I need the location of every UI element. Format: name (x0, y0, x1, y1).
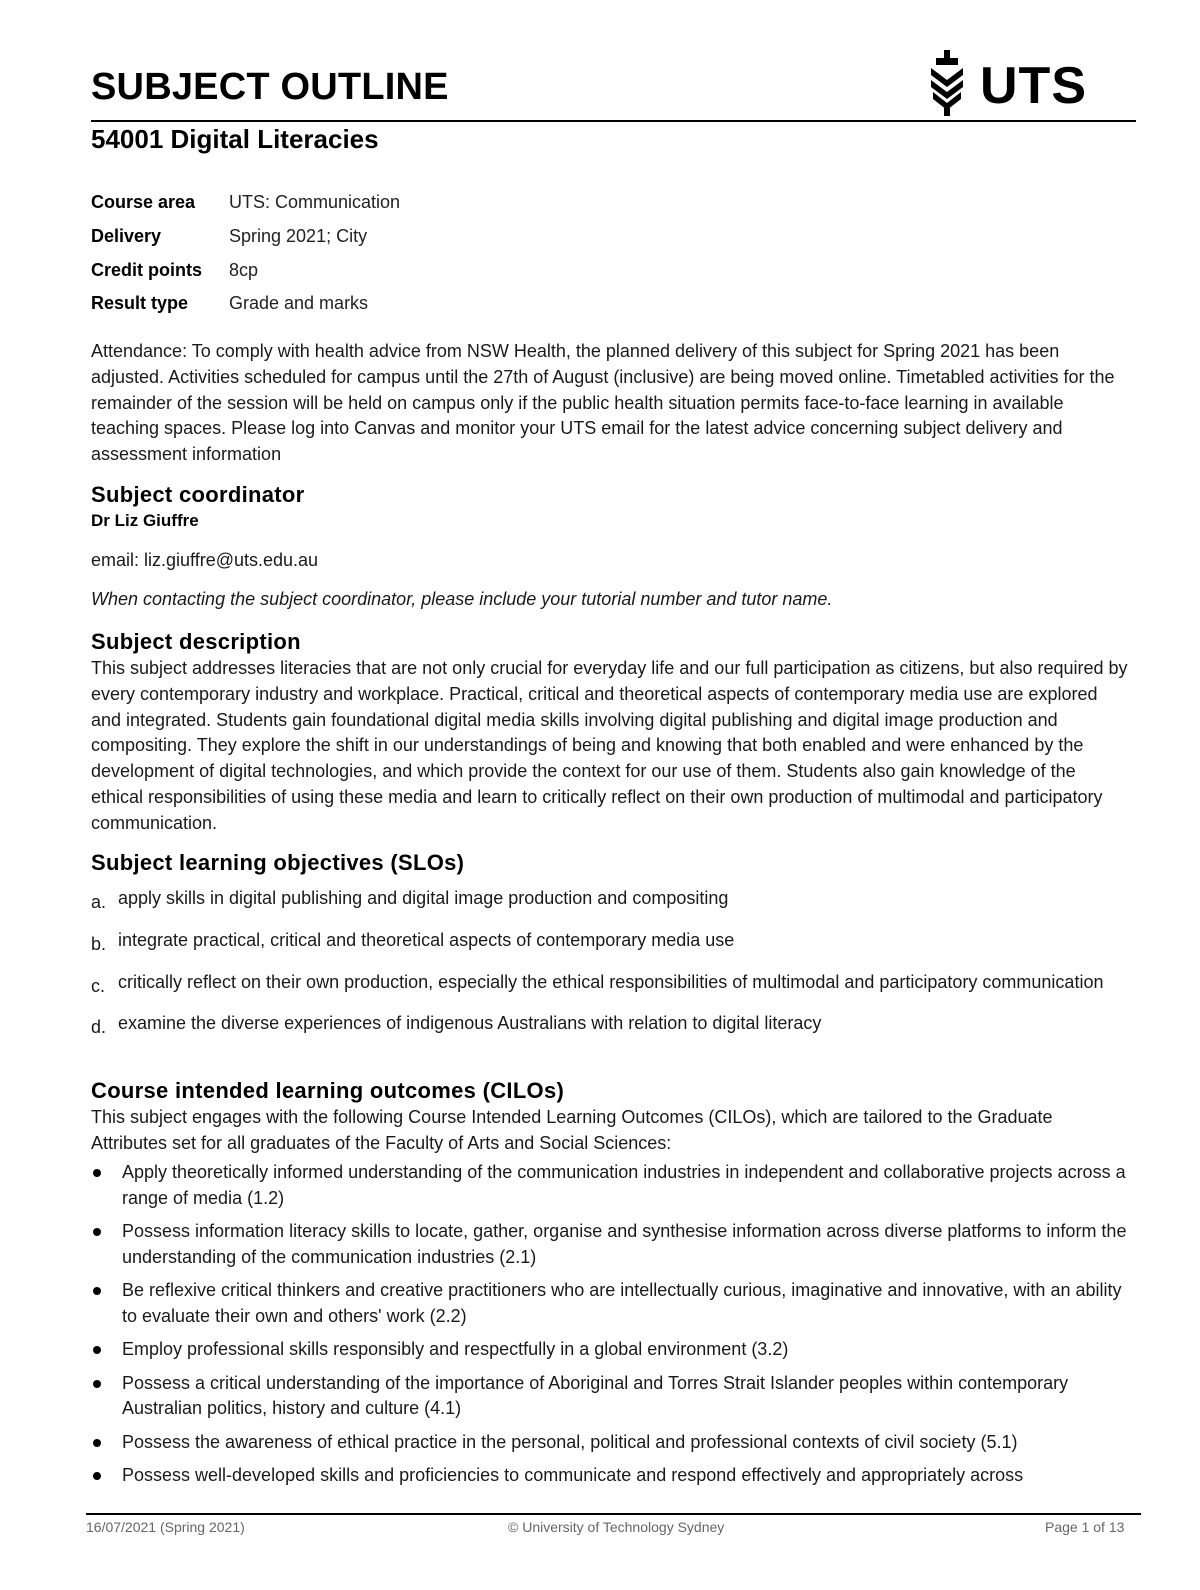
document-title: SUBJECT OUTLINE (91, 66, 449, 108)
cilo-text: Possess well-developed skills and proficiencies to communicate and respond effectively and appropriately across (122, 1464, 1024, 1485)
footer-date: 16/07/2021 (Spring 2021) (86, 1519, 245, 1535)
description-heading: Subject description (91, 629, 301, 654)
meta-row-delivery (91, 220, 791, 254)
meta-label: Result type (91, 293, 189, 314)
uts-logo (925, 50, 1090, 118)
bullet-icon (91, 1160, 122, 1212)
cilo-text: Possess information literacy skills to locate, gather, organise and synthesise information across diverse platforms to inform the understanding of the communication industries (2.1) (122, 1221, 1127, 1267)
coordinator-email: email: liz.giuffre@uts.edu.au (91, 550, 319, 570)
bullet-icon (91, 1463, 122, 1489)
list-item (91, 1160, 1131, 1212)
slo-letter: a. (91, 892, 107, 912)
slo-letter: d. (91, 1017, 107, 1038)
list-item (91, 1463, 1131, 1489)
subject-title: 54001 Digital Literacies (91, 124, 379, 154)
meta-label: Delivery (91, 226, 162, 247)
list-item (91, 970, 1131, 1000)
slo-letter: b. (91, 933, 107, 954)
cilo-list (91, 1160, 1131, 1496)
cilo-intro: This subject engages with the following Course Intended Learning Outcomes (CILOs), which are tailored to the Graduate Attributes set for all graduates of the Faculty of Arts and Social Sciences: (91, 1107, 1053, 1153)
meta-value: Grade and marks (229, 293, 369, 314)
uts-crest-icon (925, 50, 969, 116)
coordinator-heading: Subject coordinator (91, 482, 305, 507)
bullet-icon (91, 1278, 122, 1330)
bullet-icon (91, 1337, 122, 1363)
meta-label: Course area (91, 192, 196, 213)
footer-page-number: Page 1 of 13 (1045, 1519, 1125, 1535)
cilo-text: Apply theoretically informed understanding of the communication industries in independent and collaborative projects across a range of media (1.2) (122, 1162, 1126, 1208)
slo-text: apply skills in digital publishing and digital image production and compositing (118, 888, 729, 908)
cilo-text: Possess the awareness of ethical practice in the personal, political and professional contexts of civil society (5.1) (122, 1431, 1018, 1452)
slo-text: examine the diverse experiences of indigenous Australians with relation to digital literacy (118, 1013, 822, 1034)
cilo-text: Possess a critical understanding of the importance of Aboriginal and Torres Strait Islander peoples within contemporary Australian politics, history and culture (4.1) (122, 1372, 1069, 1419)
footer-divider (86, 1513, 1141, 1515)
bullet-icon (91, 1371, 122, 1423)
meta-value: UTS: Communication (229, 192, 401, 213)
list-item (91, 1219, 1131, 1271)
cilo-text: Employ professional skills responsibly and respectfully in a global environment (3.2) (122, 1339, 789, 1360)
list-item (91, 1278, 1131, 1330)
slo-heading: Subject learning objectives (SLOs) (91, 850, 465, 875)
slo-letter: c. (91, 975, 106, 996)
attendance-notice: Attendance: To comply with health advice from NSW Health, the planned delivery of this subject for Spring 2021 has been adjusted. Activities scheduled for campus until the 27th of August (inclusive) are being moved online. Timetabled activities for the remainder of the session will be held on campus only if the public health situation permits face-to-face learning in available teaching spaces. Please log into Canvas and monitor your UTS email for the latest advice concerning subject delivery and assessment information (91, 341, 1115, 465)
bullet-icon (91, 1430, 122, 1456)
meta-value: Spring 2021; City (229, 226, 368, 247)
slo-list (91, 886, 1131, 1053)
meta-value: 8cp (229, 259, 259, 280)
title-divider (91, 120, 1136, 122)
coordinator-note: When contacting the subject coordinator, please include your tutorial number and tutor name. (91, 589, 833, 609)
cilo-heading: Course intended learning outcomes (CILOs) (91, 1078, 565, 1103)
list-item (91, 886, 1131, 916)
list-item (91, 928, 1131, 958)
list-item (91, 1371, 1131, 1423)
meta-row-course-area (91, 186, 791, 220)
description-text: This subject addresses literacies that are not only crucial for everyday life and our full participation as citizens, but also required by every contemporary industry and workplace. Practical, critical and theoretical aspects of contemporary media use are explored and integrated. Students gain foundational digital media skills involving digital publishing and digital image production and compositing. They explore the shift in our understandings of being and knowing that both enabled and were enhanced by the development of digital technologies, and which provide the context for our use of them. Students also gain knowledge of the ethical responsibilities of using these media and learn to critically reflect on their own production of multimodal and participatory communication. (91, 658, 1128, 833)
subject-meta (91, 186, 791, 321)
cilo-text: Be reflexive critical thinkers and creative practitioners who are intellectually curious, imaginative and innovative, with an ability to evaluate their own and others' work (2.2) (122, 1280, 1122, 1326)
list-item (91, 1337, 1131, 1363)
coordinator-name: Dr Liz Giuffre (91, 511, 199, 530)
meta-label: Credit points (91, 259, 202, 280)
meta-row-result-type (91, 287, 791, 321)
list-item (91, 1430, 1131, 1456)
logo-wordmark: UTS (980, 57, 1087, 115)
meta-row-credit-points (91, 253, 791, 287)
footer-copyright: © University of Technology Sydney (508, 1519, 725, 1535)
bullet-icon (91, 1219, 122, 1271)
slo-text: integrate practical, critical and theoretical aspects of contemporary media use (118, 929, 735, 950)
slo-text: critically reflect on their own production, especially the ethical responsibilities of multimodal and participatory communication (118, 971, 1104, 992)
list-item (91, 1011, 1131, 1041)
